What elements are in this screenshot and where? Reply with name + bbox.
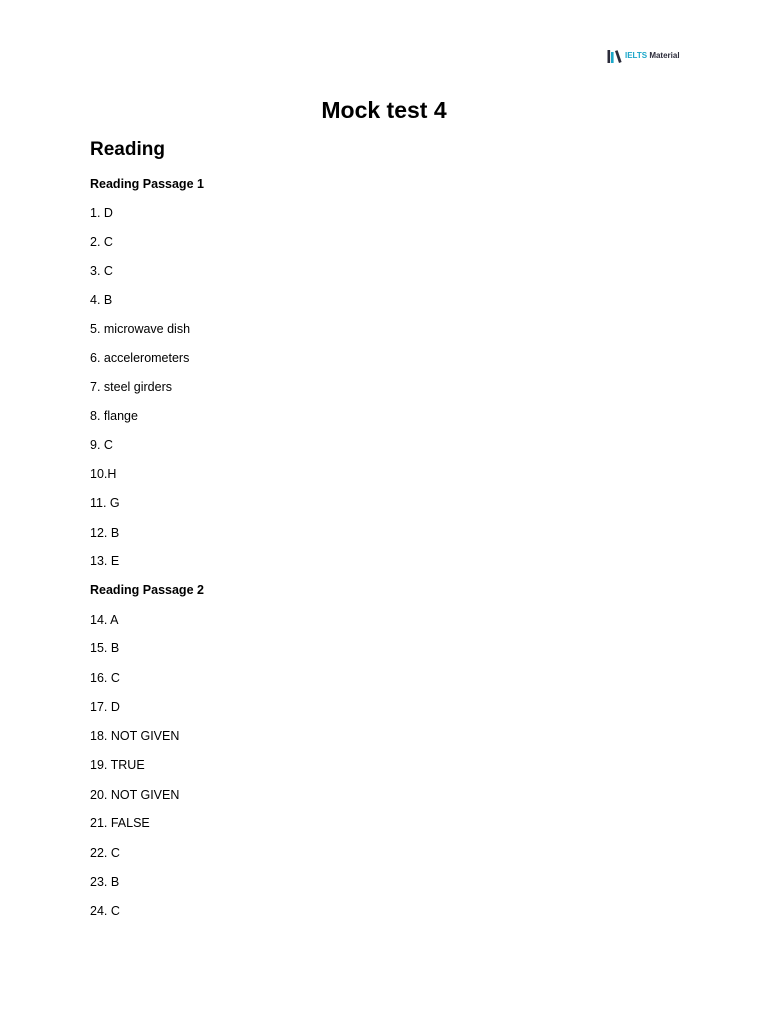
answer-item: 10.H: [90, 467, 117, 481]
answer-item: 1. D: [90, 206, 113, 220]
answer-item: 22. C: [90, 846, 120, 860]
answer-item: 21. FALSE: [90, 816, 150, 830]
logo-text-ielts: IELTS: [625, 51, 648, 60]
answer-item: 5. microwave dish: [90, 322, 191, 336]
answer-item: 14. A: [90, 613, 119, 627]
answer-item: 23. B: [90, 875, 120, 889]
section-heading-reading: Reading: [90, 139, 165, 160]
answer-item: 13. E: [90, 554, 120, 568]
answer-item: 3. C: [90, 264, 113, 278]
books-icon: [607, 49, 622, 63]
answer-item: 12. B: [90, 526, 120, 540]
passage-heading-1: Reading Passage 1: [90, 177, 204, 191]
answer-item: 6. accelerometers: [90, 351, 190, 365]
answer-item: 18. NOT GIVEN: [90, 729, 180, 743]
answer-item: 8. flange: [90, 409, 138, 423]
answer-item: 17. D: [90, 700, 120, 714]
answer-item: 19. TRUE: [90, 758, 145, 772]
page-title: Mock test 4: [321, 97, 447, 123]
brand-logo: [607, 49, 680, 63]
answer-item: 9. C: [90, 438, 113, 452]
answer-item: 15. B: [90, 641, 120, 655]
answer-item: 4. B: [90, 293, 113, 307]
answer-item: 7. steel girders: [90, 380, 172, 394]
answer-item: 11. G: [90, 496, 120, 510]
answer-item: 2. C: [90, 235, 113, 249]
passage-heading-2: Reading Passage 2: [90, 583, 204, 597]
answer-item: 16. C: [90, 671, 120, 685]
answer-item: 20. NOT GIVEN: [90, 788, 180, 802]
answer-item: 24. C: [90, 904, 120, 918]
logo-wordmark: [625, 52, 680, 60]
logo-text-material: Material: [649, 51, 680, 60]
